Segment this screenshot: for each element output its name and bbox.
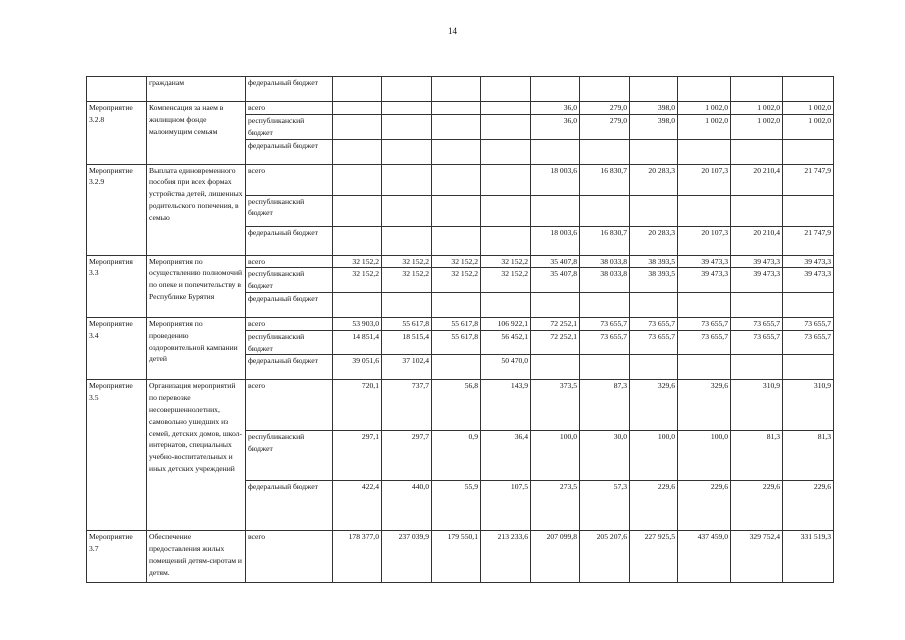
amount-cell: 35 407,8 [531, 255, 580, 268]
amount-cell: 213 233,6 [481, 531, 531, 583]
amount-cell: 73 655,7 [678, 330, 731, 355]
amount-cell: 398,0 [630, 115, 678, 140]
amount-cell [678, 355, 731, 380]
amount-cell: 20 210,4 [731, 226, 783, 255]
amount-cell: 55 617,8 [382, 317, 432, 330]
amount-cell [481, 102, 531, 115]
amount-cell [630, 195, 678, 226]
funding-source-cell: всего [246, 102, 333, 115]
amount-cell: 0,9 [432, 431, 481, 481]
amount-cell [432, 102, 481, 115]
funding-source-cell: федеральный бюджет [246, 139, 333, 164]
amount-cell [481, 77, 531, 102]
amount-cell: 20 283,3 [630, 164, 678, 195]
amount-cell: 1 002,0 [731, 115, 783, 140]
measure-name-cell: гражданам [147, 77, 246, 102]
amount-cell: 53 903,0 [333, 317, 382, 330]
amount-cell [678, 139, 731, 164]
amount-cell: 279,0 [580, 115, 630, 140]
amount-cell: 39 473,3 [678, 255, 731, 268]
amount-cell [333, 139, 382, 164]
amount-cell [783, 77, 834, 102]
amount-cell: 72 252,1 [531, 317, 580, 330]
table-row [87, 317, 834, 330]
funding-source-cell: федеральный бюджет [246, 355, 333, 380]
amount-cell [531, 195, 580, 226]
measure-code-cell: Мероприятие 3.2.8 [87, 102, 147, 165]
amount-cell: 20 283,3 [630, 226, 678, 255]
funding-source-cell: федеральный бюджет [246, 226, 333, 255]
measure-name-cell: Организация мероприятий по перевозке несовершеннолетних, самовольно ушедших из семей, детских домов, школ-интернатов, специальных учебно-воспитательных и иных детских учреждений [147, 380, 246, 531]
amount-cell: 38 033,8 [580, 255, 630, 268]
table-row [87, 255, 834, 268]
amount-cell: 18 515,4 [382, 330, 432, 355]
measure-name-cell: Мероприятия по осуществлению полномочий по опеке и попечительству в Республике Бурятия [147, 255, 246, 317]
amount-cell: 32 152,2 [481, 255, 531, 268]
funding-source-cell: федеральный бюджет [246, 481, 333, 531]
amount-cell: 1 002,0 [678, 102, 731, 115]
amount-cell [783, 292, 834, 317]
amount-cell: 310,9 [731, 380, 783, 431]
amount-cell: 55 617,8 [432, 317, 481, 330]
amount-cell: 39 473,3 [678, 268, 731, 293]
funding-source-cell: всего [246, 380, 333, 431]
funding-source-cell: республиканский бюджет [246, 195, 333, 226]
amount-cell: 229,6 [678, 481, 731, 531]
amount-cell: 437 459,0 [678, 531, 731, 583]
amount-cell [481, 195, 531, 226]
amount-cell [432, 77, 481, 102]
amount-cell [580, 195, 630, 226]
amount-cell [382, 195, 432, 226]
amount-cell [333, 102, 382, 115]
amount-cell: 57,3 [580, 481, 630, 531]
amount-cell: 32 152,2 [481, 268, 531, 293]
amount-cell: 143,9 [481, 380, 531, 431]
table-row [87, 380, 834, 431]
amount-cell [432, 226, 481, 255]
amount-cell [531, 139, 580, 164]
amount-cell: 55,9 [432, 481, 481, 531]
amount-cell: 14 851,4 [333, 330, 382, 355]
amount-cell: 229,6 [783, 481, 834, 531]
amount-cell: 422,4 [333, 481, 382, 531]
amount-cell: 39 051,6 [333, 355, 382, 380]
amount-cell [382, 77, 432, 102]
amount-cell [783, 139, 834, 164]
amount-cell [432, 139, 481, 164]
amount-cell: 1 002,0 [783, 102, 834, 115]
amount-cell: 279,0 [580, 102, 630, 115]
amount-cell [481, 164, 531, 195]
funding-source-cell: всего [246, 164, 333, 195]
amount-cell: 87,3 [580, 380, 630, 431]
amount-cell: 178 377,0 [333, 531, 382, 583]
budget-table [86, 76, 834, 583]
amount-cell: 310,9 [783, 380, 834, 431]
amount-cell [531, 292, 580, 317]
amount-cell [630, 77, 678, 102]
amount-cell [432, 195, 481, 226]
funding-source-cell: федеральный бюджет [246, 77, 333, 102]
amount-cell: 81,3 [783, 431, 834, 481]
amount-cell: 100,0 [630, 431, 678, 481]
amount-cell [580, 77, 630, 102]
amount-cell: 72 252,1 [531, 330, 580, 355]
amount-cell [481, 226, 531, 255]
amount-cell: 73 655,7 [630, 330, 678, 355]
funding-source-cell: всего [246, 255, 333, 268]
amount-cell [333, 77, 382, 102]
amount-cell: 16 830,7 [580, 226, 630, 255]
amount-cell [382, 102, 432, 115]
amount-cell [382, 226, 432, 255]
amount-cell: 73 655,7 [580, 317, 630, 330]
amount-cell [333, 115, 382, 140]
table-row [87, 164, 834, 195]
amount-cell [678, 292, 731, 317]
funding-source-cell: федеральный бюджет [246, 292, 333, 317]
amount-cell [580, 139, 630, 164]
amount-cell: 73 655,7 [731, 330, 783, 355]
amount-cell [531, 355, 580, 380]
amount-cell [731, 292, 783, 317]
funding-source-cell: республиканский бюджет [246, 115, 333, 140]
measure-name-cell: Компенсация за наем в жилищном фонде малоимущим семьям [147, 102, 246, 165]
amount-cell: 237 039,9 [382, 531, 432, 583]
amount-cell: 56 452,1 [481, 330, 531, 355]
amount-cell [731, 77, 783, 102]
amount-cell [432, 355, 481, 380]
amount-cell [382, 292, 432, 317]
amount-cell: 73 655,7 [783, 330, 834, 355]
amount-cell [432, 292, 481, 317]
measure-code-cell: Мероприятие 3.7 [87, 531, 147, 583]
funding-source-cell: республиканский бюджет [246, 268, 333, 293]
amount-cell: 1 002,0 [731, 102, 783, 115]
measure-name-cell: Мероприятия по проведению оздоровительной кампании детей [147, 317, 246, 379]
amount-cell: 20 107,3 [678, 164, 731, 195]
amount-cell [481, 292, 531, 317]
amount-cell: 20 210,4 [731, 164, 783, 195]
amount-cell: 73 655,7 [630, 317, 678, 330]
amount-cell: 398,0 [630, 102, 678, 115]
amount-cell: 73 655,7 [731, 317, 783, 330]
amount-cell: 30,0 [580, 431, 630, 481]
amount-cell: 32 152,2 [333, 255, 382, 268]
amount-cell [333, 195, 382, 226]
amount-cell: 36,4 [481, 431, 531, 481]
amount-cell [630, 355, 678, 380]
amount-cell: 373,5 [531, 380, 580, 431]
amount-cell: 227 925,5 [630, 531, 678, 583]
amount-cell: 73 655,7 [783, 317, 834, 330]
amount-cell: 32 152,2 [333, 268, 382, 293]
measure-code-cell: Мероприятие 3.2.9 [87, 164, 147, 255]
amount-cell: 39 473,3 [783, 255, 834, 268]
amount-cell: 179 550,1 [432, 531, 481, 583]
amount-cell: 16 830,7 [580, 164, 630, 195]
amount-cell: 73 655,7 [580, 330, 630, 355]
table-row [87, 102, 834, 115]
amount-cell: 440,0 [382, 481, 432, 531]
amount-cell: 18 003,6 [531, 164, 580, 195]
amount-cell: 32 152,2 [432, 255, 481, 268]
table-row [87, 531, 834, 583]
amount-cell: 37 102,4 [382, 355, 432, 380]
measure-name-cell: Обеспечение предоставления жилых помещений детям-сиротам и детям. [147, 531, 246, 583]
amount-cell: 205 207,6 [580, 531, 630, 583]
amount-cell [531, 77, 580, 102]
amount-cell [333, 164, 382, 195]
amount-cell [481, 115, 531, 140]
amount-cell: 39 473,3 [731, 268, 783, 293]
amount-cell: 20 107,3 [678, 226, 731, 255]
amount-cell [783, 355, 834, 380]
amount-cell [731, 195, 783, 226]
amount-cell: 32 152,2 [382, 255, 432, 268]
amount-cell: 56,8 [432, 380, 481, 431]
amount-cell: 329,6 [630, 380, 678, 431]
amount-cell: 107,5 [481, 481, 531, 531]
measure-code-cell: Мероприятие 3.4 [87, 317, 147, 379]
measure-code-cell: Мероприятие 3.5 [87, 380, 147, 531]
amount-cell [333, 292, 382, 317]
funding-source-cell: всего [246, 531, 333, 583]
amount-cell: 38 393,5 [630, 268, 678, 293]
amount-cell [783, 195, 834, 226]
amount-cell: 720,1 [333, 380, 382, 431]
amount-cell: 100,0 [678, 431, 731, 481]
amount-cell: 39 473,3 [783, 268, 834, 293]
amount-cell: 207 099,8 [531, 531, 580, 583]
page-number: 14 [448, 26, 457, 36]
amount-cell: 50 470,0 [481, 355, 531, 380]
measure-code-cell [87, 77, 147, 102]
amount-cell: 36,0 [531, 102, 580, 115]
amount-cell: 229,6 [630, 481, 678, 531]
amount-cell: 100,0 [531, 431, 580, 481]
amount-cell [382, 164, 432, 195]
amount-cell: 55 617,8 [432, 330, 481, 355]
amount-cell [678, 195, 731, 226]
amount-cell: 73 655,7 [678, 317, 731, 330]
amount-cell: 32 152,2 [432, 268, 481, 293]
amount-cell [333, 226, 382, 255]
amount-cell: 297,1 [333, 431, 382, 481]
amount-cell: 32 152,2 [382, 268, 432, 293]
amount-cell [432, 115, 481, 140]
amount-cell: 38 033,8 [580, 268, 630, 293]
funding-source-cell: республиканский бюджет [246, 330, 333, 355]
funding-source-cell: всего [246, 317, 333, 330]
amount-cell [580, 292, 630, 317]
amount-cell [432, 164, 481, 195]
amount-cell: 21 747,9 [783, 226, 834, 255]
amount-cell: 35 407,8 [531, 268, 580, 293]
amount-cell: 737,7 [382, 380, 432, 431]
amount-cell: 36,0 [531, 115, 580, 140]
amount-cell [382, 115, 432, 140]
amount-cell: 1 002,0 [783, 115, 834, 140]
funding-source-cell: республиканский бюджет [246, 431, 333, 481]
amount-cell [382, 139, 432, 164]
amount-cell [630, 292, 678, 317]
amount-cell: 331 519,3 [783, 531, 834, 583]
amount-cell: 329,6 [678, 380, 731, 431]
amount-cell: 39 473,3 [731, 255, 783, 268]
amount-cell: 38 393,5 [630, 255, 678, 268]
amount-cell: 18 003,6 [531, 226, 580, 255]
amount-cell [630, 139, 678, 164]
amount-cell [731, 139, 783, 164]
amount-cell: 21 747,9 [783, 164, 834, 195]
amount-cell [481, 139, 531, 164]
measure-name-cell: Выплата единовременного пособия при всех формах устройства детей, лишенных родительского попечения, в семью [147, 164, 246, 255]
amount-cell [731, 355, 783, 380]
amount-cell: 329 752,4 [731, 531, 783, 583]
table-row [87, 77, 834, 102]
amount-cell: 297,7 [382, 431, 432, 481]
amount-cell: 1 002,0 [678, 115, 731, 140]
amount-cell [678, 77, 731, 102]
amount-cell: 229,6 [731, 481, 783, 531]
amount-cell: 273,5 [531, 481, 580, 531]
amount-cell [580, 355, 630, 380]
amount-cell: 81,3 [731, 431, 783, 481]
amount-cell: 106 922,1 [481, 317, 531, 330]
measure-code-cell: Мероприятия 3.3 [87, 255, 147, 317]
